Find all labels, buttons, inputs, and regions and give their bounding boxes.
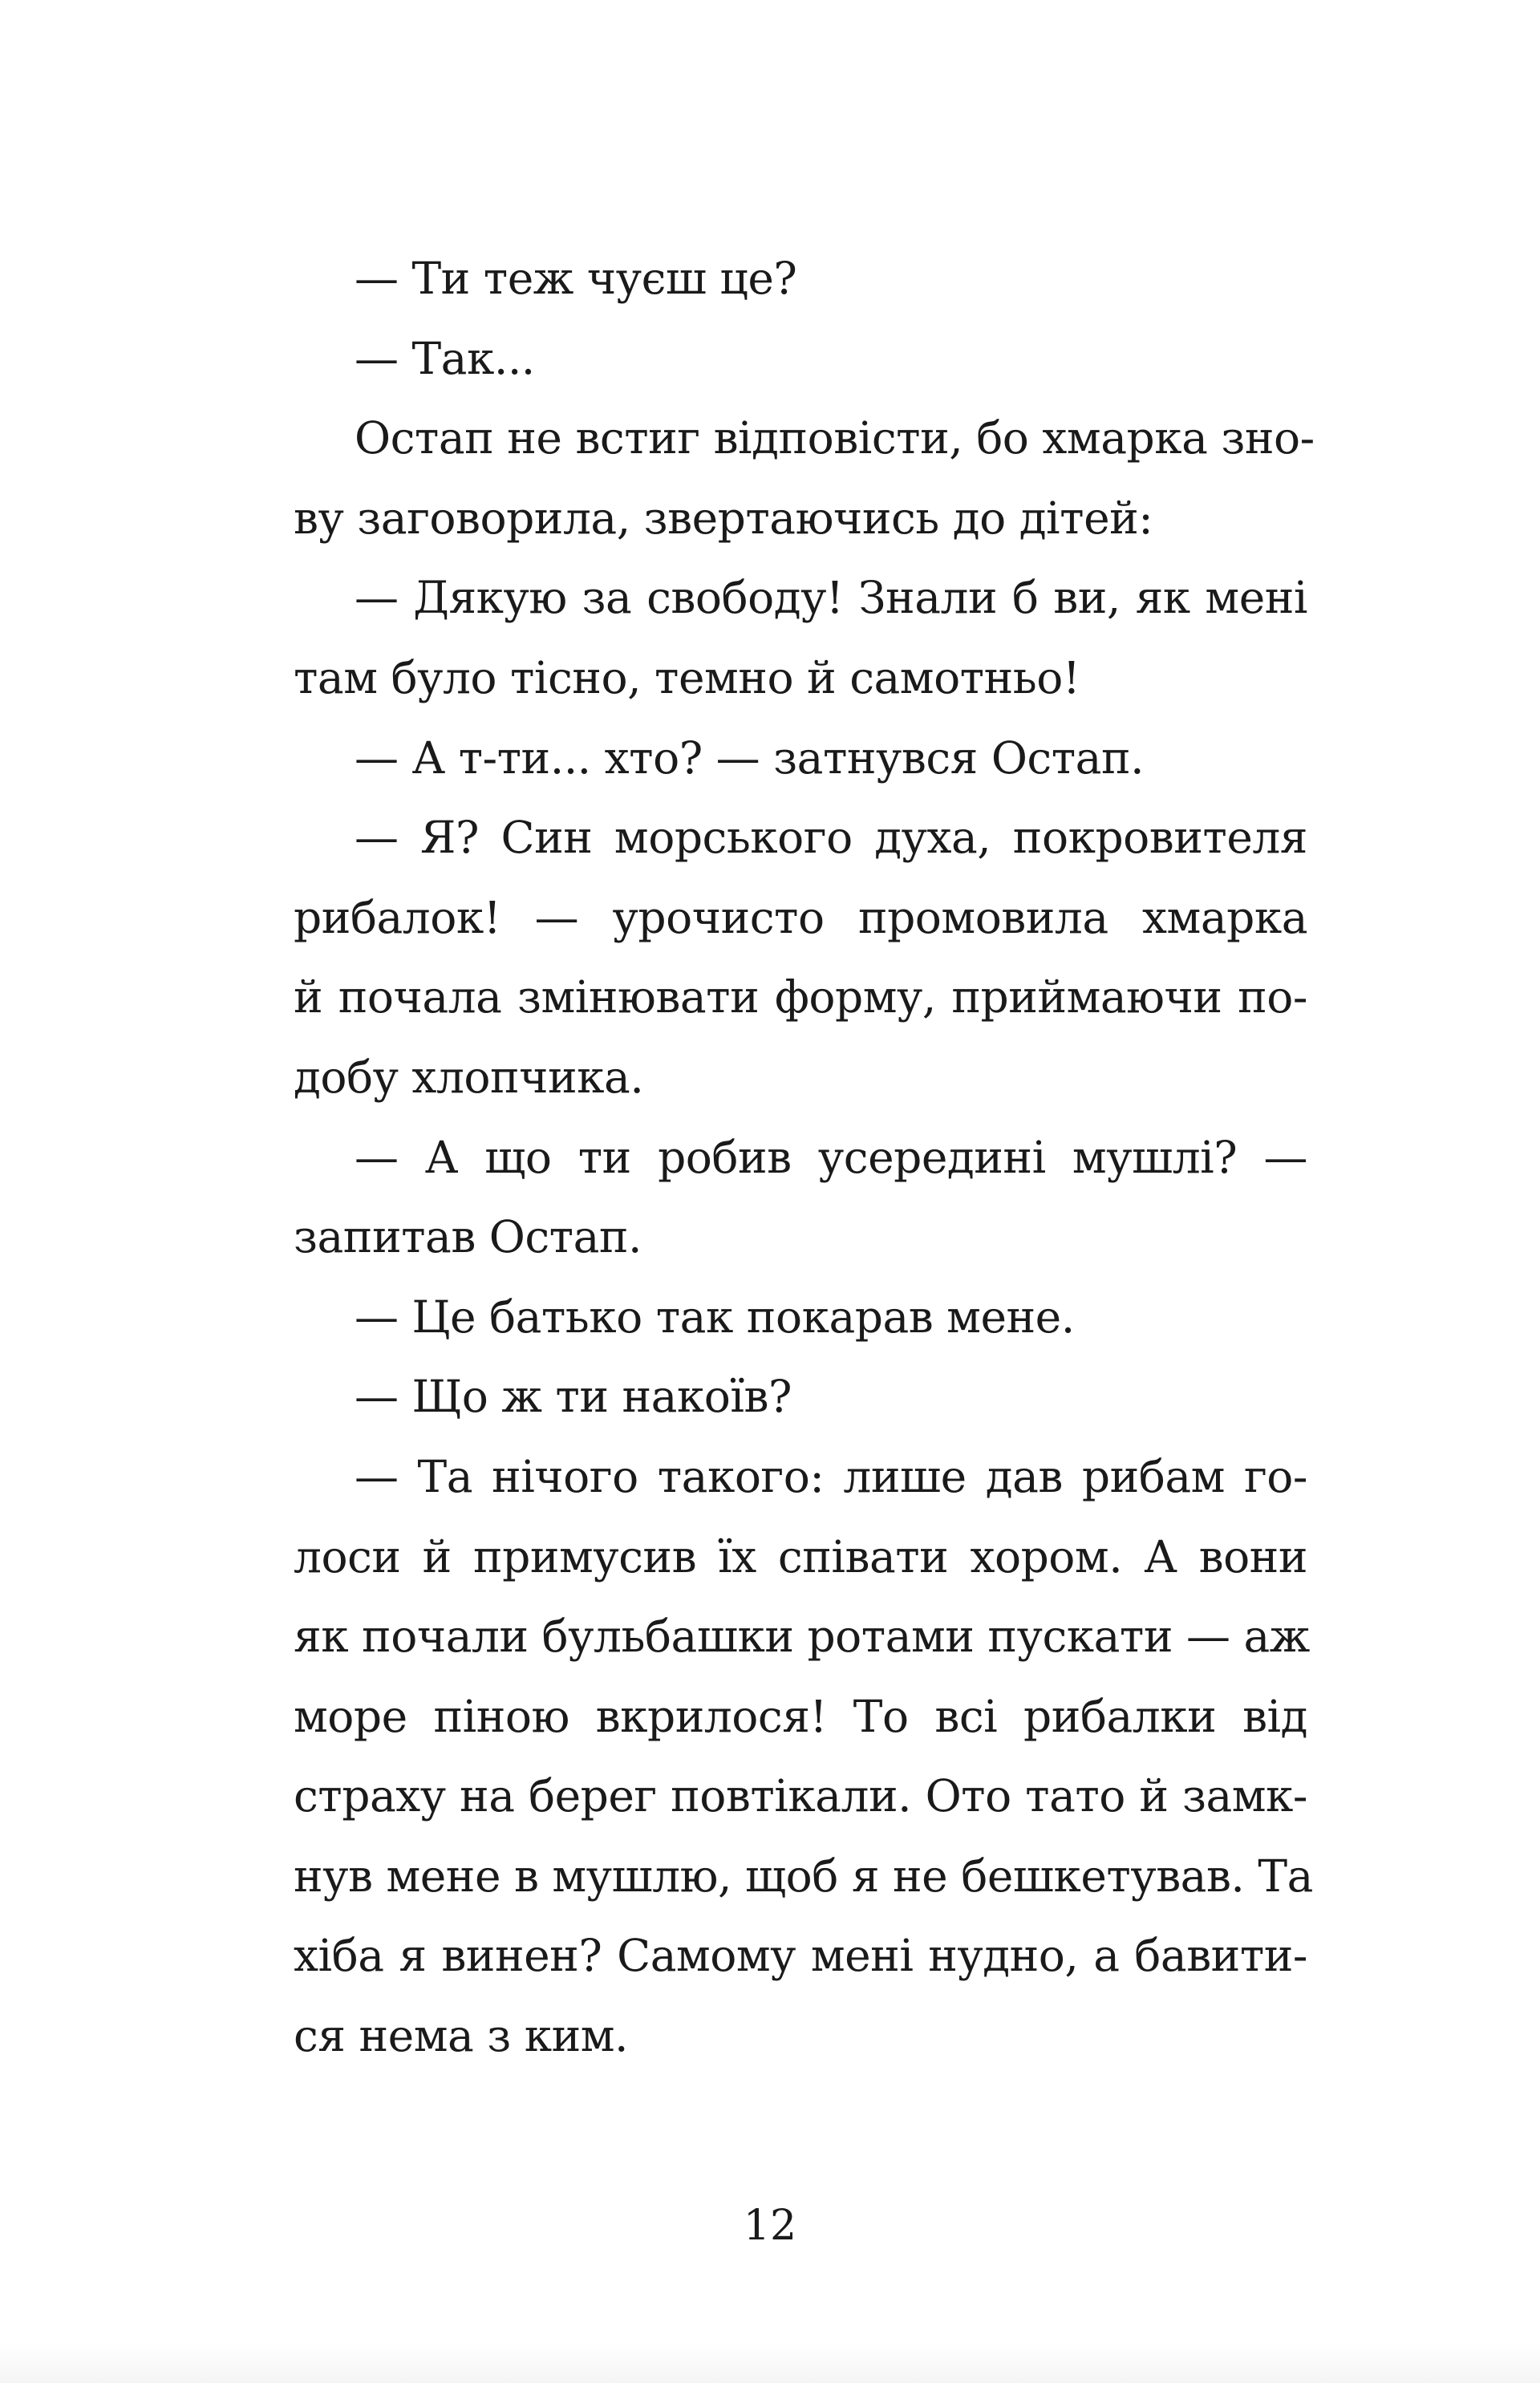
text-line: — Дякую за свободу! Знали б ви, як мені xyxy=(355,572,1307,624)
body-text xyxy=(294,239,1315,2077)
text-line: Остап не встиг відповісти, бо хмарка зно- xyxy=(355,412,1315,464)
text-line: — Так... xyxy=(355,332,535,384)
text-line: страху на берег повтікали. Ото тато й замк- xyxy=(294,1770,1307,1822)
text-line: рибалок! — урочисто промовила хмарка xyxy=(294,891,1307,943)
text-line: нув мене в мушлю, щоб я не бешкетував. Та xyxy=(294,1850,1313,1902)
page-number: 12 xyxy=(743,2202,797,2250)
text-line: хіба я винен? Самому мені нудно, а бавити- xyxy=(294,1930,1307,1982)
text-line: — Що ж ти накоїв? xyxy=(355,1371,792,1423)
text-line: ся нема з ким. xyxy=(294,2010,629,2062)
text-line: й почала змінювати форму, приймаючи по- xyxy=(294,971,1307,1023)
text-line: запитав Остап. xyxy=(294,1211,642,1263)
text-line: — Це батько так покарав мене. xyxy=(355,1291,1075,1343)
text-line: — А т-ти... хто? — затнувся Остап. xyxy=(355,732,1145,784)
text-line: добу хлопчика. xyxy=(294,1051,644,1103)
text-line: там було тісно, темно й самотньо! xyxy=(294,651,1080,703)
text-line: — Та нічого такого: лише дав рибам го- xyxy=(355,1450,1307,1502)
text-line: — Ти теж чуєш це? xyxy=(355,253,797,304)
text-line: лоси й примусив їх співати хором. А вони xyxy=(294,1530,1307,1583)
text-line: ву заговорила, звертаючись до дітей: xyxy=(294,492,1153,544)
text-line: як почали бульбашки ротами пускати — аж xyxy=(294,1611,1310,1663)
text-line: — Я? Син морського духа, покровителя xyxy=(355,812,1307,864)
text-line: море піною вкрилося! То всі рибалки від xyxy=(294,1690,1307,1742)
text-line: — А що ти робив усередині мушлі? — xyxy=(355,1131,1307,1183)
